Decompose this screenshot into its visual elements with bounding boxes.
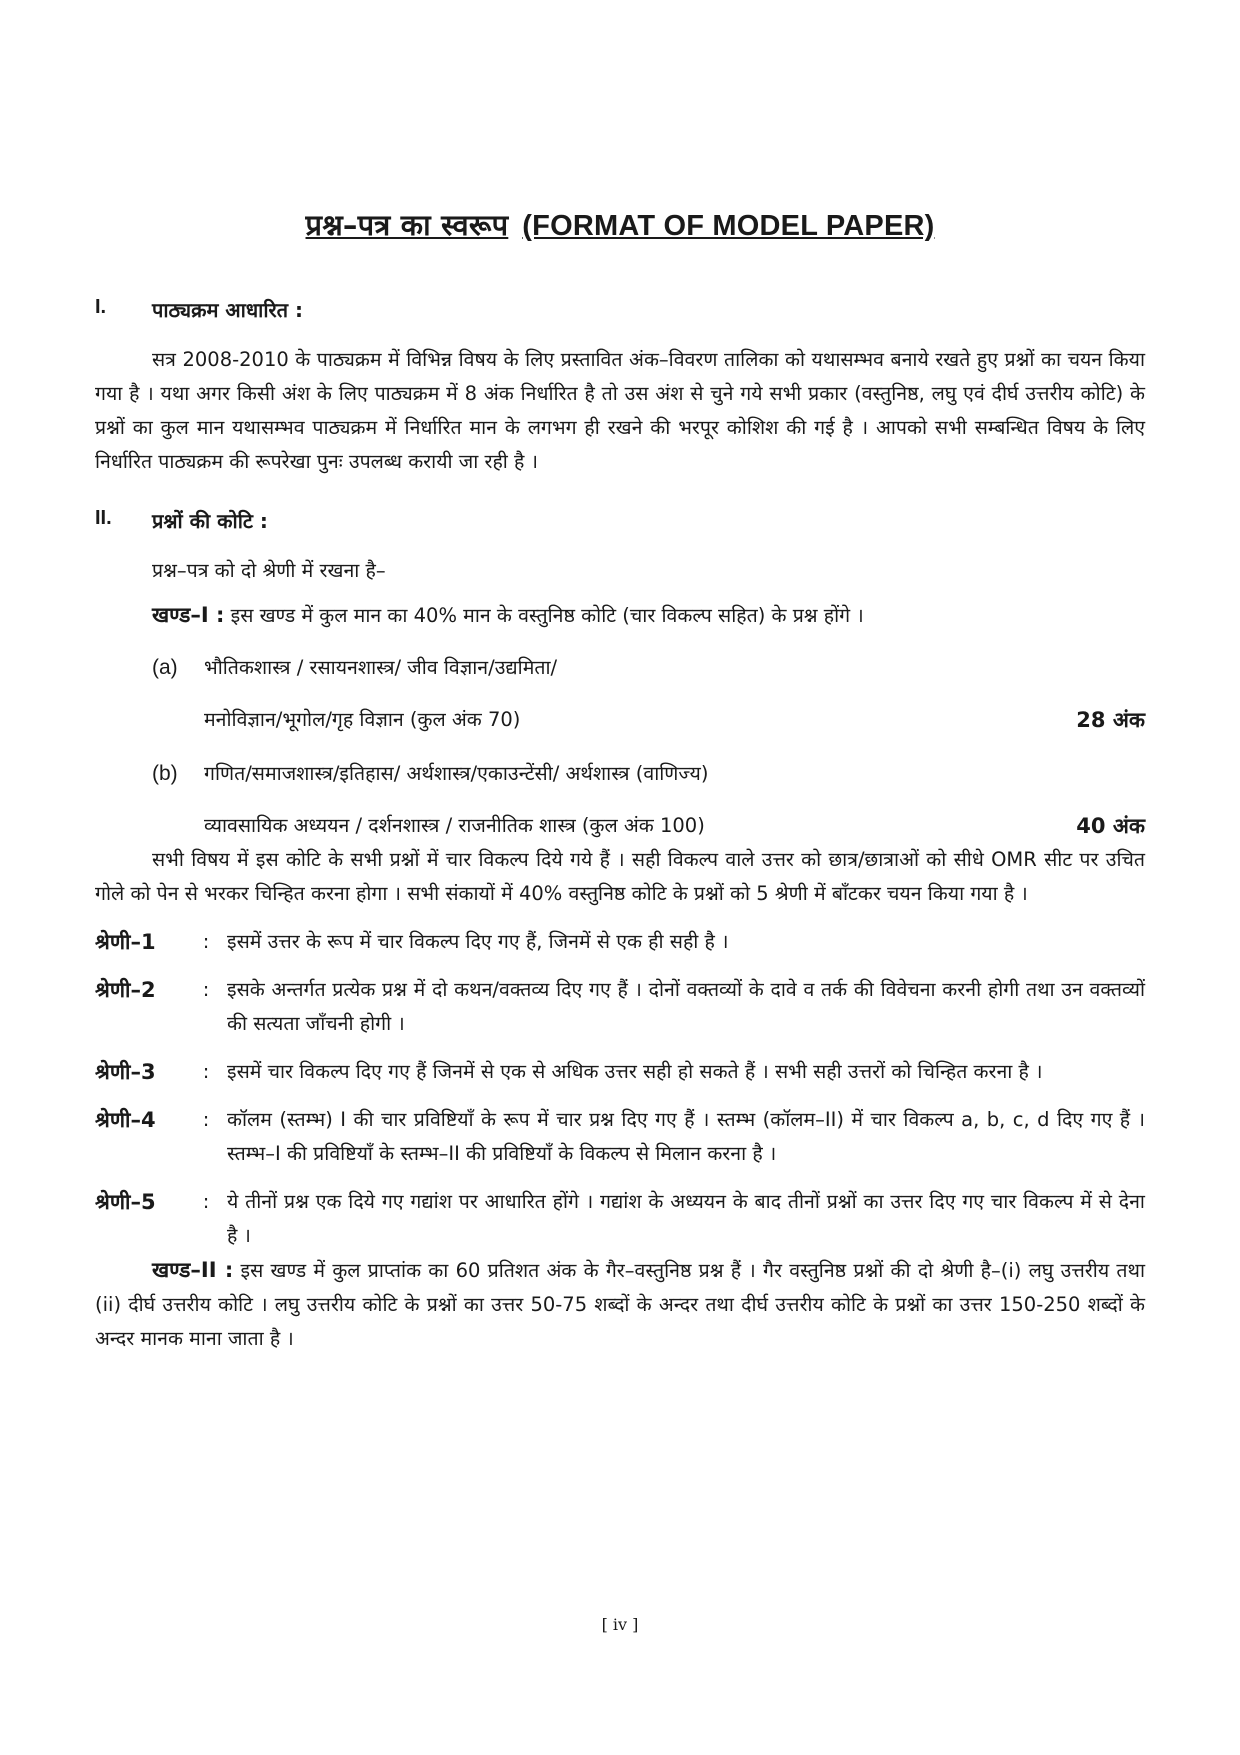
khand-2-label: खण्ड–II : <box>152 1258 234 1282</box>
shreni-2-label: श्रेणी–2 <box>95 978 156 1002</box>
section-2-paragraph: सभी विषय में इस कोटि के सभी प्रश्नों में चार विकल्प दिये गये हैं । सही विकल्प वाले उत्तर को छात्र/छात्राओं को सीधे OMR सीट पर उचित गोले को पेन से भरकर चिन्हित करना होगा । सभी संकायों में 40% वस्तुनिष्ठ कोटि के प्रश्नों को 5 श्रेणी में बाँटकर चयन किया गया है । <box>95 848 1145 905</box>
option-b-label: (b) <box>152 762 178 785</box>
shreni-4-colon: : <box>202 1108 210 1131</box>
section-1-number: I. <box>95 296 107 318</box>
section-1-paragraph: सत्र 2008-2010 के पाठ्यक्रम में विभिन्न विषय के लिए प्रस्तावित अंक–विवरण तालिका को यथासम्भव बनाये रखते हुए प्रश्नों का चयन किया गया है । यथा अगर किसी अंश के लिए पाठ्यक्रम में 8 अंक निर्धारित है तो उस अंश से चुने गये सभी प्रकार (वस्तुनिष्ठ, लघु एवं दीर्घ उत्तरीय कोटि) के प्रश्नों का कुल मान यथासम्भव पाठ्यक्रम में निर्धारित मान के लगभग ही रखने की भरपूर कोशिश की गई है । आपको सभी सम्बन्धित विषय के लिए निर्धारित पाठ्यक्रम की रूपरेखा पुनः उपलब्ध करायी जा रही है । <box>95 348 1145 473</box>
page-number: [ iv ] <box>601 1615 639 1634</box>
section-1-heading <box>95 296 1145 323</box>
khand-2 <box>95 1253 1145 1356</box>
document-page <box>95 205 1145 1634</box>
option-b-marks: 40 अंक <box>1076 814 1145 838</box>
section-2-heading <box>95 507 1145 534</box>
khand-1-label: खण्ड–I : <box>152 603 225 627</box>
shreni-1-text: इसमें उत्तर के रूप में चार विकल्प दिए गए हैं, जिनमें से एक ही सही है । <box>227 930 729 953</box>
section-1-title: पाठ्यक्रम आधारित : <box>152 298 304 322</box>
section-2-title: प्रश्नों की कोटि : <box>152 509 268 533</box>
shreni-3 <box>95 1055 1145 1089</box>
shreni-3-label: श्रेणी–3 <box>95 1060 156 1084</box>
option-a <box>152 651 1145 737</box>
option-b-line2: व्यावसायिक अध्ययन / दर्शनशास्त्र / राजनीतिक शास्त्र (कुल अंक 100) <box>204 814 705 837</box>
shreni-5-text: ये तीनों प्रश्न एक दिये गए गद्यांश पर आधारित होंगे । गद्यांश के अध्ययन के बाद तीनों प्रश्नों का उत्तर दिए गए चार विकल्प में से देना है । <box>227 1190 1145 1247</box>
title-hindi: प्रश्न–पत्र का स्वरूप <box>305 208 509 242</box>
title-english: (FORMAT OF MODEL PAPER) <box>522 210 935 242</box>
option-a-line1: भौतिकशास्त्र / रसायनशास्त्र/ जीव विज्ञान/उद्यमिता/ <box>204 656 558 679</box>
shreni-1-label: श्रेणी–1 <box>95 930 156 954</box>
shreni-3-colon: : <box>202 1060 210 1083</box>
khand-1-text: इस खण्ड में कुल मान का 40% मान के वस्तुनिष्ठ कोटि (चार विकल्प सहित) के प्रश्न होंगे । <box>230 604 864 627</box>
shreni-5 <box>95 1185 1145 1253</box>
shreni-4-text: कॉलम (स्तम्भ) I की चार प्रविष्टियाँ के रूप में चार प्रश्न दिए गए हैं । स्तम्भ (कॉलम–II) में चार विकल्प a, b, c, d दिए गए हैं । स्तम्भ–I की प्रविष्टियाँ के स्तम्भ–II की प्रविष्टियाँ के विकल्प से मिलान करना है । <box>227 1108 1145 1165</box>
section-2-number: II. <box>95 507 112 529</box>
shreni-4 <box>95 1103 1145 1171</box>
shreni-5-label: श्रेणी–5 <box>95 1190 156 1214</box>
shreni-2-text: इसके अन्तर्गत प्रत्येक प्रश्न में दो कथन/वक्तव्य दिए गए हैं । दोनों वक्तव्यों के दावे व तर्क की विवेचना करनी होगी तथा उन वक्तव्यों की सत्यता जाँचनी होगी । <box>227 978 1145 1035</box>
option-b-line1: गणित/समाजशास्त्र/इतिहास/ अर्थशास्त्र/एकाउन्टेंसी/ अर्थशास्त्र (वाणिज्य) <box>204 762 709 785</box>
shreni-1 <box>95 925 1145 959</box>
khand-1 <box>152 598 1145 633</box>
shreni-1-colon: : <box>202 930 210 953</box>
section-2-intro: प्रश्न–पत्र को दो श्रेणी में रखना है– <box>152 559 386 582</box>
shreni-2-colon: : <box>202 978 210 1001</box>
shreni-2 <box>95 973 1145 1041</box>
page-title <box>95 205 1145 244</box>
shreni-3-text: इसमें चार विकल्प दिए गए हैं जिनमें से एक से अधिक उत्तर सही हो सकते हैं । सभी सही उत्तरों को चिन्हित करना है । <box>227 1060 1043 1083</box>
option-a-label: (a) <box>152 656 178 679</box>
option-b <box>152 757 1145 843</box>
option-a-marks: 28 अंक <box>1076 708 1145 732</box>
shreni-4-label: श्रेणी–4 <box>95 1108 156 1132</box>
option-a-line2: मनोविज्ञान/भूगोल/गृह विज्ञान (कुल अंक 70) <box>204 708 521 731</box>
shreni-5-colon: : <box>202 1190 210 1213</box>
khand-2-text: इस खण्ड में कुल प्राप्तांक का 60 प्रतिशत अंक के गैर–वस्तुनिष्ठ प्रश्न हैं । गैर वस्तुनिष्ठ प्रश्नों की दो श्रेणी है–(i) लघु उत्तरीय तथा (ii) दीर्घ उत्तरीय कोटि । लघु उत्तरीय कोटि के प्रश्नों का उत्तर 50-75 शब्दों के अन्दर तथा दीर्घ उत्तरीय कोटि के प्रश्नों का उत्तर 150-250 शब्दों के अन्दर मानक माना जाता है । <box>95 1259 1145 1350</box>
